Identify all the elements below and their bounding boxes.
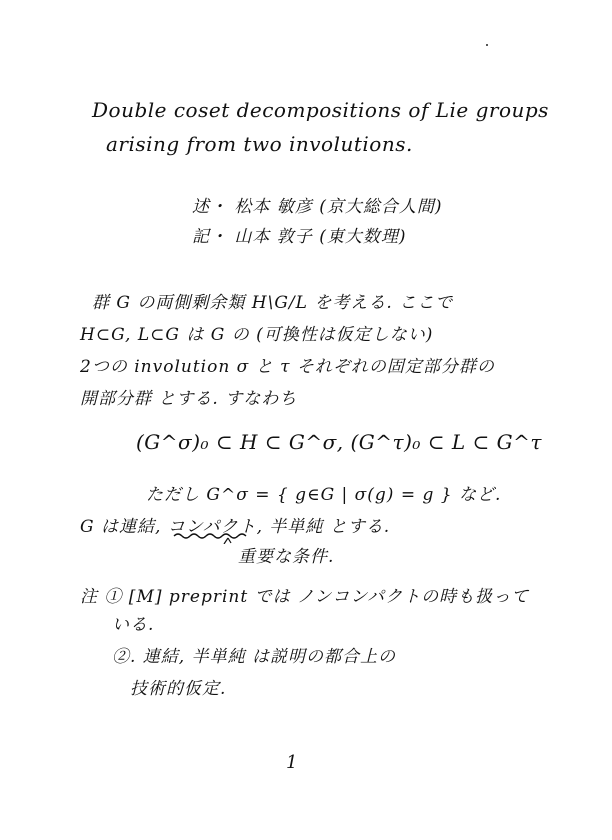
title-line-2: arising from two involutions. xyxy=(106,132,413,156)
body-line-1: 群 G の両側剰余類 H\G/L を考える. ここで xyxy=(92,293,454,313)
title-line-1: Double coset decompositions of Lie groups xyxy=(92,98,549,122)
note-2-line-b: 技術的仮定. xyxy=(130,679,227,699)
note-2-line-a: ②. 連結, 半単純 は説明の都合上の xyxy=(112,647,397,667)
body-line-3: 2つの involution σ と τ それぞれの固定部分群の xyxy=(80,357,495,377)
page-number: 1 xyxy=(286,752,298,773)
ink-speck xyxy=(486,44,488,46)
body-line-2: H⊂G, L⊂G は G の (可換性は仮定しない) xyxy=(80,325,434,345)
body-line-7: 重要な条件. xyxy=(238,547,335,567)
notetaker-line: 記・ 山本 敦子 (東大数理) xyxy=(192,227,407,247)
fixed-point-formula: (G^σ)₀ ⊂ H ⊂ G^σ, (G^τ)₀ ⊂ L ⊂ G^τ xyxy=(136,430,542,454)
body-line-5: ただし G^σ = { g∈G | σ(g) = g } など. xyxy=(146,485,502,505)
note-1-line-a: 注 ① [M] preprint では ノンコンパクトの時も扱って xyxy=(80,587,530,607)
note-1-line-b: いる. xyxy=(112,615,155,635)
body-line-4: 開部分群 とする. すなわち xyxy=(80,389,298,409)
body-line-6: G は連結, コンパクト, 半単純 とする. xyxy=(80,517,391,537)
speaker-line: 述・ 松本 敏彦 (京大総合人間) xyxy=(192,197,443,217)
